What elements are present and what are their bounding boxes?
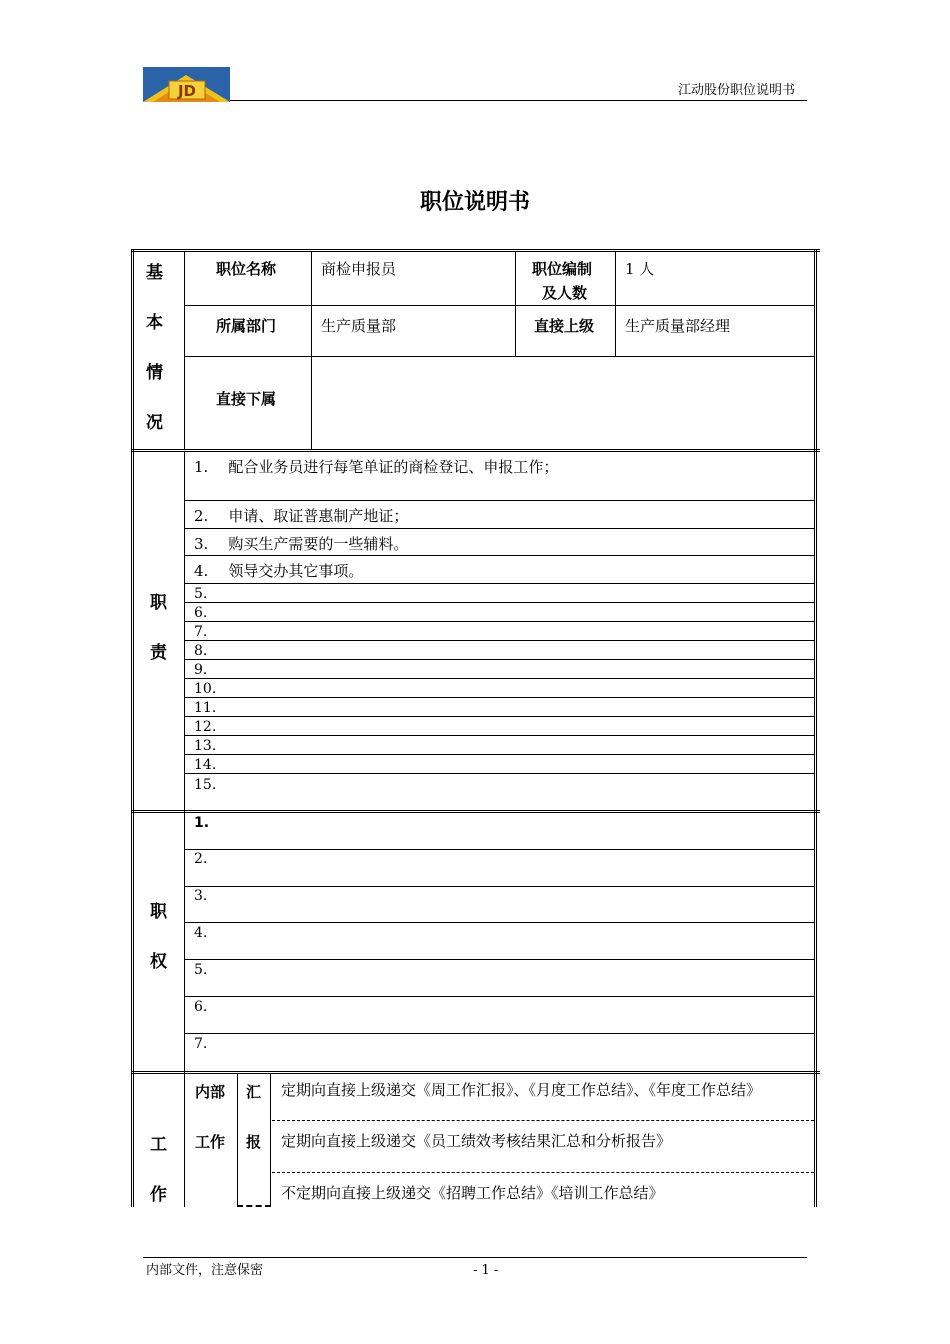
duty-row: 6.	[194, 605, 208, 621]
report-item: 不定期向直接上级递交《招聘工作总结》《培训工作总结》	[281, 1184, 664, 1202]
authority-row: 7.	[194, 1036, 208, 1052]
duty-row: 8.	[194, 643, 208, 659]
header-doc-name: 江动股份职位说明书	[678, 83, 796, 98]
duty-row: 3. 购买生产需要的一些辅料。	[194, 535, 409, 553]
duty-row: 14.	[194, 757, 217, 773]
footer-rule	[143, 1257, 807, 1258]
authority-section-label: 职 权	[150, 902, 167, 972]
basic-section-label: 基 本 情 况	[146, 263, 163, 433]
duty-row: 4. 领导交办其它事项。	[194, 562, 364, 580]
duty-row: 11.	[194, 700, 217, 716]
duty-row: 12.	[194, 719, 217, 735]
headcount-label: 职位编制 及人数	[532, 260, 593, 302]
duty-row: 2. 申请、取证普惠制产地证；	[194, 507, 409, 525]
duty-row: 10.	[194, 681, 217, 697]
authority-row: 5.	[194, 962, 208, 978]
internal-work-label: 内部 工作	[195, 1083, 226, 1151]
position-name-value: 商检申报员	[321, 260, 397, 278]
headcount-value: 1 人	[625, 260, 655, 278]
duty-row: 7.	[194, 624, 208, 640]
duty-row: 5.	[194, 586, 208, 602]
logo-text: JD	[177, 82, 197, 100]
authority-row: 4.	[194, 925, 208, 941]
department-value: 生产质量部	[321, 317, 397, 335]
superior-label: 直接上级	[534, 317, 595, 335]
footer-confidential: 内部文件，注意保密	[146, 1263, 264, 1278]
company-logo	[143, 67, 230, 102]
header-rule	[230, 100, 807, 101]
duty-row: 13.	[194, 738, 217, 754]
department-label: 所属部门	[216, 317, 277, 335]
report-item: 定期向直接上级递交《周工作汇报》、《月度工作总结》、《年度工作总结》	[281, 1081, 762, 1099]
page-title: 职位说明书	[419, 190, 530, 215]
work-section-label: 工 作	[150, 1135, 167, 1205]
page-number: - 1 -	[473, 1263, 499, 1278]
authority-row: 1.	[194, 815, 210, 831]
report-item: 定期向直接上级递交《员工绩效考核结果汇总和分析报告》	[281, 1132, 672, 1150]
authority-row: 6.	[194, 999, 208, 1015]
position-name-label: 职位名称	[216, 260, 277, 278]
duty-row: 1. 配合业务员进行每笔单证的商检登记、申报工作；	[194, 458, 559, 476]
superior-value: 生产质量部经理	[625, 317, 731, 335]
duty-row: 9.	[194, 662, 208, 678]
authority-row: 2.	[194, 851, 208, 867]
authority-row: 3.	[194, 888, 208, 904]
duty-row: 15.	[194, 777, 217, 793]
subordinate-label: 直接下属	[216, 390, 277, 408]
duties-section-label: 职 责	[150, 593, 167, 663]
report-label: 汇 报	[246, 1083, 262, 1151]
